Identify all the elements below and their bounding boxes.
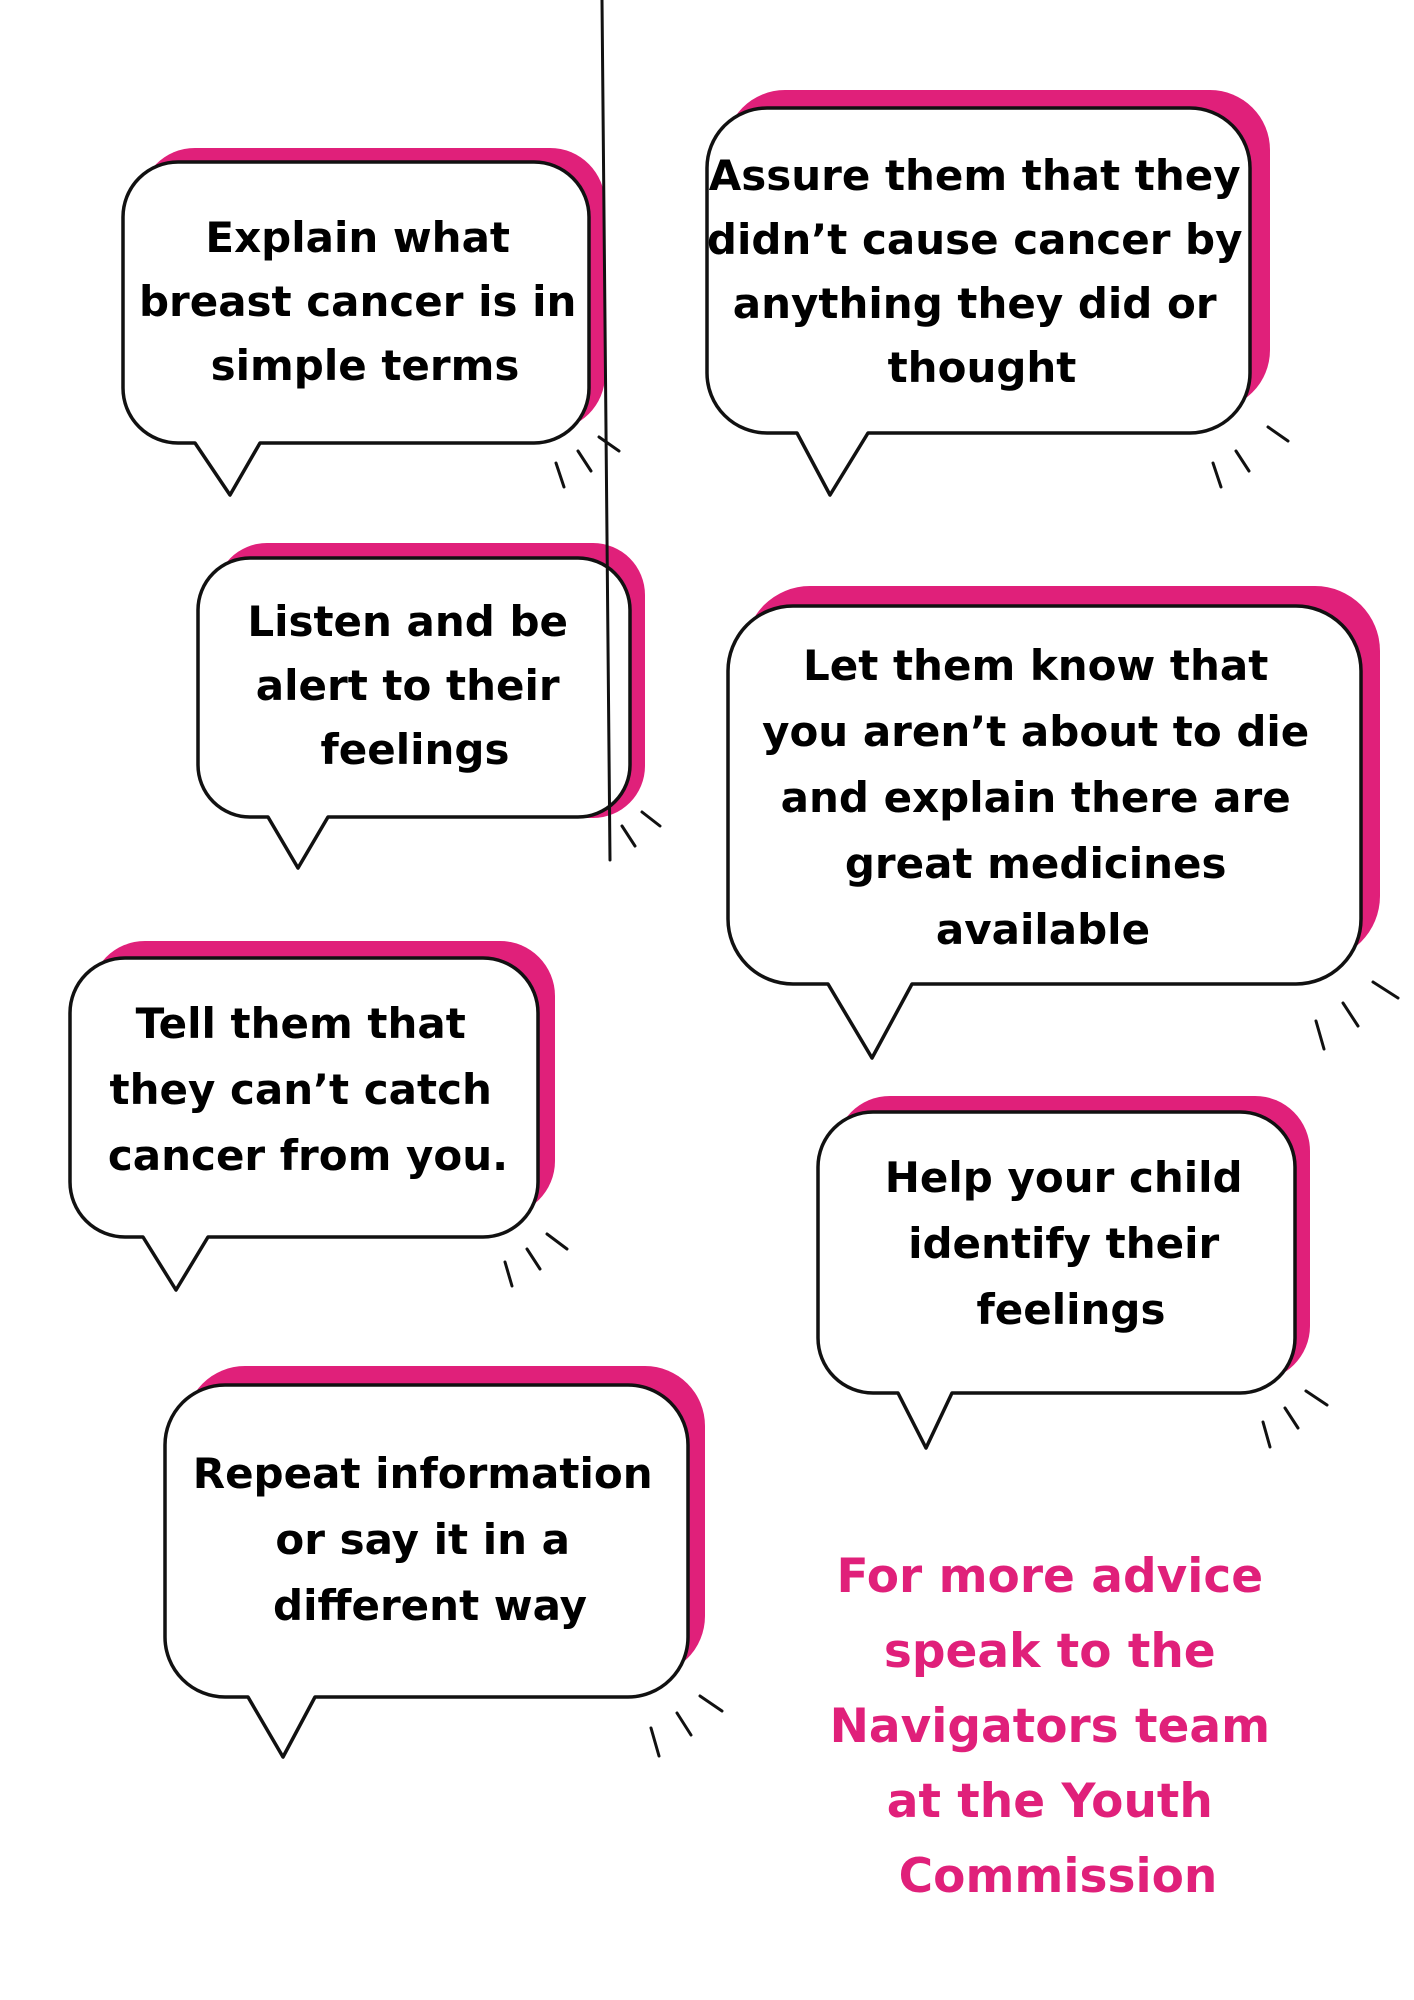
bubble-line: anything they did or [732, 279, 1217, 328]
speech-bubble-tell-them [70, 941, 567, 1290]
footer-line: Commission [898, 1849, 1218, 1904]
bubble-line: feelings [320, 725, 510, 774]
emphasis-lines [651, 1696, 722, 1756]
bubble-line: or say it in a [275, 1515, 570, 1564]
speech-bubble-repeat [165, 1366, 722, 1757]
bubble-line: simple terms [210, 341, 520, 390]
bubble-line: great medicines [844, 839, 1227, 888]
bubble-line: didn’t cause cancer by [706, 215, 1243, 264]
footer-line: For more advice [836, 1549, 1264, 1604]
bubble-outline [165, 1385, 688, 1757]
bubble-line: breast cancer is in [138, 277, 577, 326]
footer-line: at the Youth [886, 1774, 1213, 1829]
bubble-line: Help your child [884, 1153, 1243, 1202]
speech-bubble-let-them-know [728, 586, 1398, 1058]
bubble-line: alert to their [255, 661, 560, 710]
bubble-line: cancer from you. [107, 1131, 509, 1180]
footer-line: Navigators team [829, 1699, 1271, 1754]
bubble-text [108, 999, 508, 1180]
speech-bubble-help-child [818, 1096, 1327, 1448]
emphasis-lines [1213, 427, 1288, 487]
bubble-line: and explain there are [780, 773, 1291, 822]
bubble-line: Explain what [205, 213, 510, 262]
bubble-line: available [935, 905, 1151, 954]
emphasis-lines [1316, 982, 1398, 1049]
bubble-line: Let them know that [803, 641, 1269, 690]
bubble-line: Assure them that they [708, 151, 1241, 200]
emphasis-lines [1263, 1391, 1327, 1447]
emphasis-lines [505, 1234, 567, 1286]
bubble-line: you aren’t about to die [762, 707, 1310, 756]
speech-bubble-explain [123, 148, 619, 495]
bubble-line: Tell them that [135, 999, 466, 1048]
bubble-outline [123, 162, 589, 495]
speech-bubble-assure [707, 90, 1288, 495]
bubble-line: they can’t catch [109, 1065, 492, 1114]
bubble-line: thought [887, 343, 1077, 392]
bubble-line: Repeat information [192, 1449, 653, 1498]
bubble-line: feelings [976, 1285, 1166, 1334]
footer-line: speak to the [883, 1624, 1216, 1679]
emphasis-lines [556, 437, 619, 487]
bubble-line: different way [273, 1581, 587, 1630]
bubble-line: identify their [908, 1219, 1220, 1268]
footer-message [830, 1549, 1287, 1904]
bubble-line: Listen and be [247, 597, 569, 646]
